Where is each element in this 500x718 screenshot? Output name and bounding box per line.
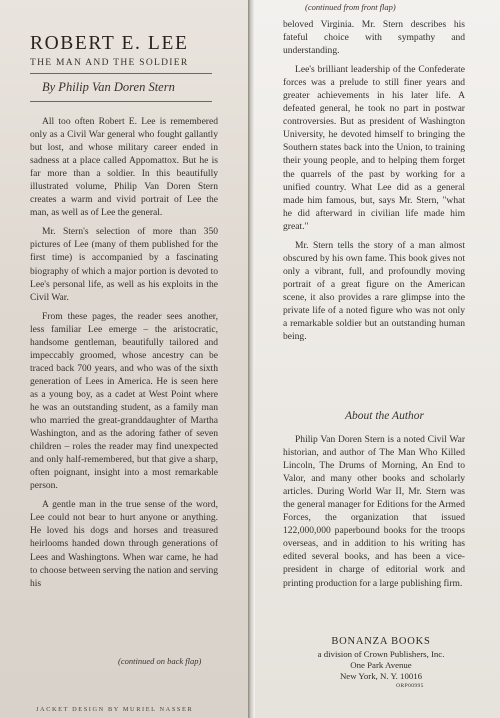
continued-from-front-note: (continued from front flap) — [305, 2, 396, 12]
publisher-code: ORP00995 — [396, 683, 424, 689]
flap-fold — [248, 0, 255, 718]
publisher-city: New York, N. Y. 10016 — [339, 671, 423, 681]
back-flap-text — [283, 18, 465, 349]
front-paragraph: From these pages, the reader sees another, less familiar Lee emerge – the aristocratic, handsome gentleman, beautifully tailored and impeccably groomed, whose ancestry can be traced back 700 years, and who was of the sixth generation of Lees in America. He is seen here as a young boy, as a cadet at West Point where he was an outstanding student, as a family man who married the great-granddaughter of Martha Washington, and as the adoring father of seven children – roles the reader may find unexpected and only half-remembered, but that give a sharp, often poignant, insight into a most remarkable person. — [30, 310, 218, 492]
book-title: ROBERT E. LEE — [30, 33, 189, 54]
about-author-text: Philip Van Doren Stern is a noted Civil War historian, and author of The Man Who Killed Lincoln, The Drums of Morning, An End to Valor, and many other books and scholarly articles. During World War II, Mr. Stern was the general manager for Editions for the Armed Forces, the organization that issued 122,000,000 paperbound books for the troops overseas, and in addition to his writing has edited several books, and has been a vice-president in charge of editorial work and printing production for a large publishing firm. — [283, 434, 465, 589]
back-paragraph: Mr. Stern tells the story of a man almost obscured by his own fame. This book gives not only a vibrant, full, and profoundly moving portrait of a great figure on the American scene, it also provides a rare glimpse into the private life of a noted figure who was not only a remarkable soldier but an outstanding human being. — [283, 239, 465, 343]
front-flap-text — [30, 115, 218, 596]
publisher-division: a division of Crown Publishers, Inc. — [317, 649, 445, 659]
publisher-name: BONANZA BOOKS — [331, 636, 431, 647]
publisher-imprint — [300, 636, 462, 690]
about-author-heading: About the Author — [345, 410, 425, 422]
back-paragraph: beloved Virginia. Mr. Stern describes his fateful choice with sympathy and understanding. — [283, 19, 465, 57]
book-subtitle: THE MAN AND THE SOLDIER — [30, 58, 189, 68]
front-paragraph: All too often Robert E. Lee is remembered only as a Civil War general who fought gallantly but lost, and whose military career ended in sadness at a place called Appomattox. But he is far more than a soldier. In this beautifully illustrated volume, Philip Van Doren Stern creates a warm and vivid portrait of Lee the man, as well as of Lee the general. — [30, 116, 218, 219]
book-author: By Philip Van Doren Stern — [42, 80, 175, 94]
front-paragraph: A gentle man in the true sense of the word, Lee could not bear to hurt anyone or anything. He loved his dogs and horses and treasured heirlooms handed down through generations of Lees and Washingtons. When war came, he had to choose between serving the nation and serving his — [30, 499, 218, 589]
front-paragraph: Mr. Stern's selection of more than 350 pictures of Lee (many of them published for the first time) is accompanied by a fascinating biography of which a major portion is devoted to Lee's personal life, as well as his exploits in the Civil War. — [30, 226, 218, 303]
continued-on-back-note: (continued on back flap) — [118, 656, 202, 666]
back-paragraph: Lee's brilliant leadership of the Confederate forces was a prelude to still finer years and greater achievements in his later life. A defeated general, he took no part in postwar controversies. But as president of Washington University, he devoted himself to bringing the Southern states back into the Union, to training their young people, and to helping them forget the quarrels of the past by working for a unified country. What Lee did as a general made him famous, but, says Mr. Stern, "what he did afterward in civilian life made him great." — [283, 64, 465, 232]
publisher-street: One Park Avenue — [350, 660, 412, 670]
title-rule — [30, 73, 212, 74]
jacket-design-credit: JACKET DESIGN BY MURIEL NASSER — [36, 706, 194, 713]
author-rule — [30, 101, 212, 102]
